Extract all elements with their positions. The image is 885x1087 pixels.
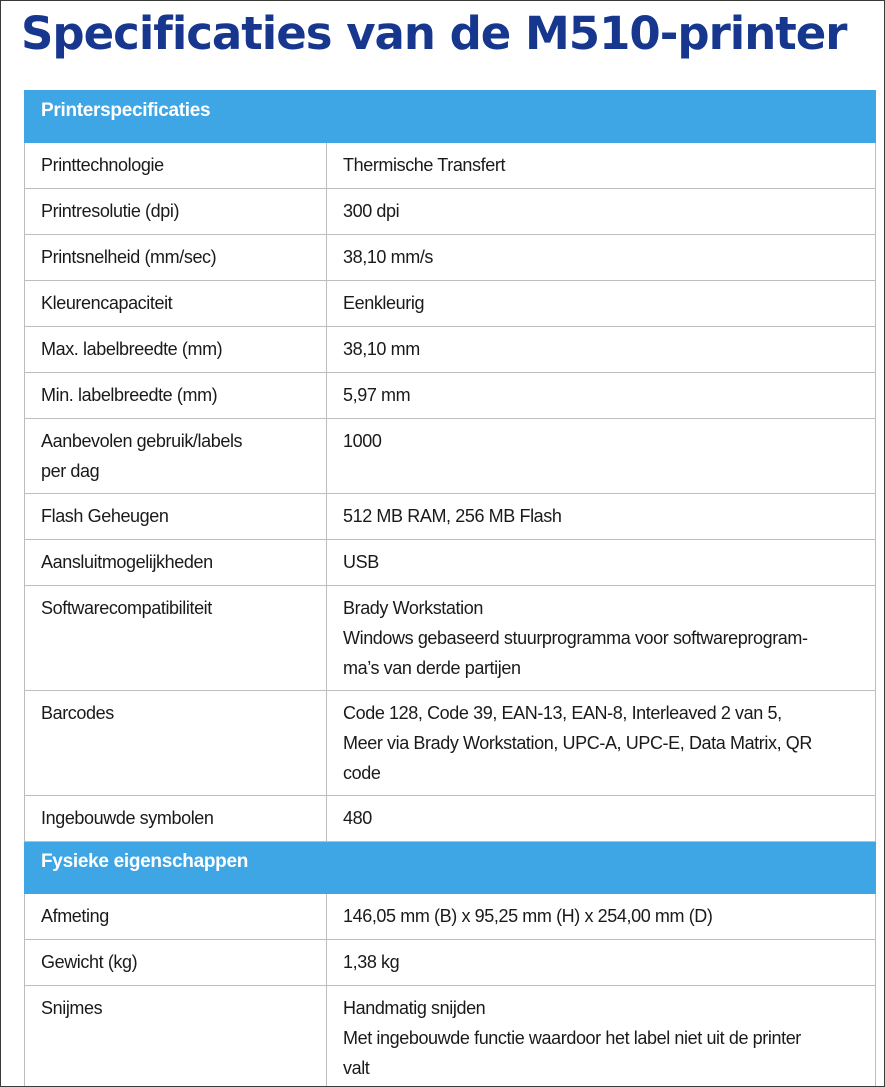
table-row (25, 691, 876, 796)
spec-label: Printtechnologie (41, 155, 164, 175)
spec-value: Thermische Transfert (343, 155, 506, 175)
spec-label: Ingebouwde symbolen (41, 808, 214, 828)
spec-label: Gewicht (kg) (41, 952, 138, 972)
spec-value: Handmatig snijden Met ingebouwde functie waardoor het label niet uit de printer valt (343, 998, 801, 1078)
spec-label: Printsnelheid (mm/sec) (41, 247, 217, 267)
spec-value: 480 (343, 808, 372, 828)
table-row (25, 143, 876, 189)
table-row (25, 373, 876, 419)
table-row (25, 235, 876, 281)
spec-value: 300 dpi (343, 201, 400, 221)
spec-value: 38,10 mm/s (343, 247, 434, 267)
spec-table (24, 90, 876, 1087)
table-row (25, 327, 876, 373)
spec-label: Aanbevolen gebruik/labels per dag (41, 431, 243, 481)
spec-value: 1000 (343, 431, 382, 451)
spec-label: Max. labelbreedte (mm) (41, 339, 223, 359)
spec-label: Afmeting (41, 906, 109, 926)
table-row (25, 281, 876, 327)
spec-value: 146,05 mm (B) x 95,25 mm (H) x 254,00 mm (D) (343, 906, 713, 926)
spec-label: Barcodes (41, 703, 114, 723)
spec-value: Code 128, Code 39, EAN-13, EAN-8, Interleaved 2 van 5, Meer via Brady Workstation, UPC-A, UPC-E, Data Matrix, QR code (343, 703, 812, 783)
section-header-physical-properties (25, 842, 876, 894)
spec-label: Aansluitmogelijkheden (41, 552, 213, 572)
table-row (25, 796, 876, 842)
spec-label: Min. labelbreedte (mm) (41, 385, 218, 405)
table-row (25, 189, 876, 235)
spec-value: 1,38 kg (343, 952, 400, 972)
table-row (25, 894, 876, 940)
section-title: Fysieke eigenschappen (41, 851, 249, 872)
section-title: Printerspecificaties (41, 100, 211, 121)
table-row (25, 940, 876, 986)
spec-label: Snijmes (41, 998, 103, 1018)
spec-value: 5,97 mm (343, 385, 411, 405)
spec-label: Softwarecompatibiliteit (41, 598, 212, 618)
spec-value: 38,10 mm (343, 339, 420, 359)
table-row (25, 540, 876, 586)
table-row (25, 586, 876, 691)
spec-label: Kleurencapaciteit (41, 293, 173, 313)
table-row (25, 419, 876, 494)
spec-label: Flash Geheugen (41, 506, 169, 526)
spec-value: USB (343, 552, 379, 572)
spec-value: 512 MB RAM, 256 MB Flash (343, 506, 562, 526)
section-header-printer-specs (25, 91, 876, 143)
table-row (25, 986, 876, 1087)
table-row (25, 494, 876, 540)
spec-label: Printresolutie (dpi) (41, 201, 180, 221)
page-title: Specificaties van de M510-printer (21, 7, 847, 60)
spec-value: Eenkleurig (343, 293, 425, 313)
spec-value: Brady Workstation Windows gebaseerd stuurprogramma voor softwareprogram- ma’s van derde partijen (343, 598, 808, 678)
